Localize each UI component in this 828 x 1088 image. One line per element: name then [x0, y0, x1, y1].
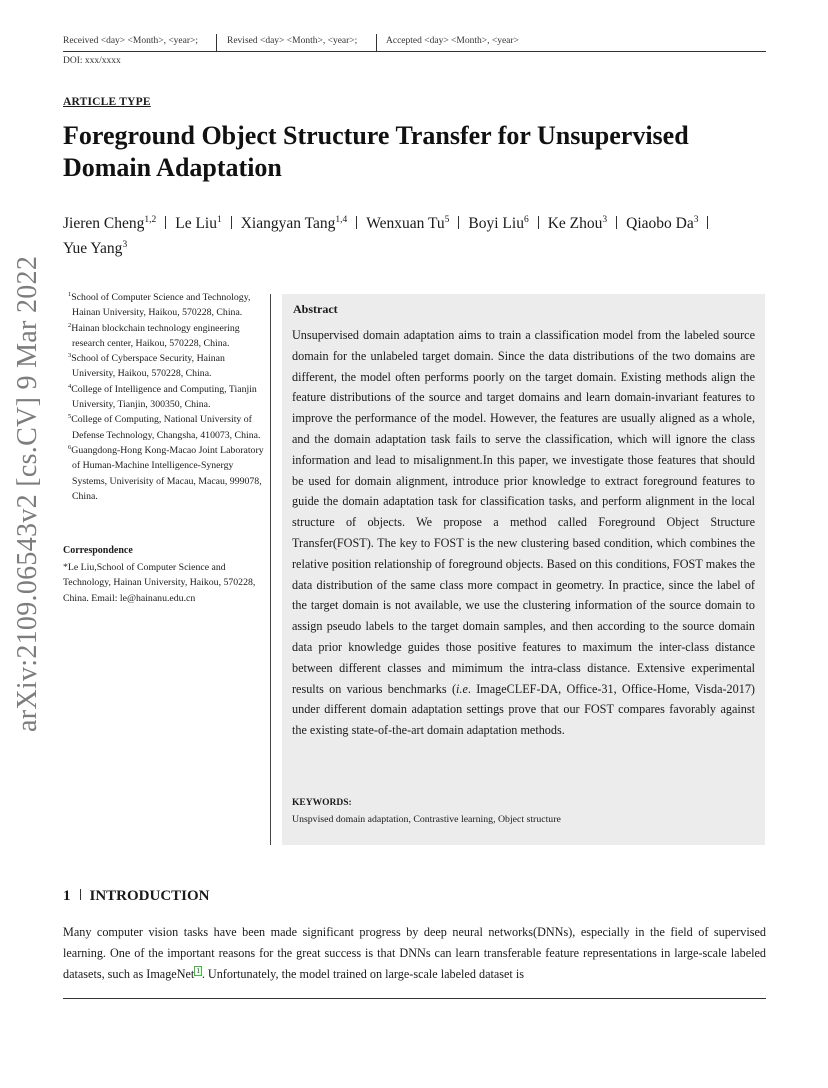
author: Wenxuan Tu$^5$	[366, 215, 450, 232]
received-line	[63, 36, 768, 50]
correspondence-text: *Le Liu,School of Computer Science and Technology, Hainan University, Haikou, 570228, China. Email: le@hainanu.edu.cn	[63, 562, 256, 604]
affiliation: $^5$College of Computing, National University of Defense Technology, Changsha, 410073, China.	[68, 413, 261, 441]
affiliation-list	[63, 290, 268, 504]
footer-rule	[63, 998, 766, 999]
affiliation: $^1$School of Computer Science and Technology, Hainan University, Haikou, 570228, China.	[68, 291, 251, 319]
header-divider	[376, 34, 377, 51]
arxiv-stamp: arXiv:2109.06543v2 [cs.CV] 9 Mar 2022	[12, 255, 43, 732]
author: Jieren Cheng$^{1,2}$	[63, 215, 157, 232]
keywords-text: Unspvised domain adaptation, Contrastive learning, Object structure	[292, 814, 561, 825]
header-divider	[216, 34, 217, 51]
abstract-text: Unsupervised domain adaptation aims to train a classification model from the labeled source domain for the unlabeled target domain. Since the data distributions of the two domains are different, the model often performs poorly on the target domain. Existing methods align the feature distributions of the source and target domains and learn domain-invariant features to improve the performance of the model. However, the features are usually aligned as a whole, and the domain adaptation task fails to serve the classification, which will ignore the class information and lead to misalignment.In this paper, we investigate those features that should be used for domain alignment, introduce prior knowledge to extract foreground features to guide the domain adaptation task for classification tasks, and perform alignment in the local structure of objects. We propose a method called Foreground Object Structure Transfer(FOST). The key to FOST is the new clustering based condition, which combines the relative position relationship of foreground objects. Based on this conditions, FOST makes the data distribution of the same class more compact in geometry. In practice, since the label of the target domain is not available, we use the clustering information of the source domain to assign pseudo labels to the target domain samples, and then according to the source domain data prior knowledge guides those positive features to maximum the inter-class distance between different classes and mimimum the intra-class distance. Extensive experimental results on various benchmarks (i.e. ImageCLEF-DA, Office-31, Office-Home, Visda-2017) under different domain adaptation settings prove that our FOST compares favorably against the existing state-of-the-art domain adaptation methods.	[292, 328, 755, 738]
header-rule	[63, 51, 766, 52]
abstract-heading: Abstract	[293, 302, 338, 316]
column-divider	[270, 294, 271, 845]
author: Yue Yang$^3$	[63, 240, 128, 257]
intro-paragraph: Many computer vision tasks have been made significant progress by deep neural networks(DNNs), especially in the field of supervised learning. One of the important reasons for the great success is that DNNs can learn transferable feature representations in large-scale labeled datasets, such as ImageNet 1 . Unfortunately, the model trained on large-scale labeled dataset is	[63, 925, 766, 981]
article-type: ARTICLE TYPE	[63, 96, 151, 108]
doi: DOI: xxx/xxxx	[63, 56, 121, 66]
author-list	[63, 211, 763, 261]
section-heading: 1 INTRODUCTION	[63, 888, 210, 904]
affiliation: $^2$Hainan blockchain technology engineering research center, Haikou, 570228, China.	[68, 321, 240, 349]
affiliation: $^6$Guangdong-Hong Kong-Macao Joint Laboratory of Human-Machine Intelligence-Synergy Systems, Univerisity of Macau, Macau, 999078, China.	[68, 443, 264, 502]
author: Le Liu$^1$	[175, 215, 222, 232]
paper-title: Foreground Object Structure Transfer for Unsupervised Domain Adaptation	[63, 121, 689, 182]
received-date: Received <day> <Month>, <year>;	[63, 36, 199, 46]
correspondence-heading: Correspondence	[63, 545, 133, 556]
keywords-heading: KEYWORDS:	[292, 798, 352, 808]
revised-date: Revised <day> <Month>, <year>;	[227, 36, 358, 46]
author: Qiaobo Da$^3$	[626, 215, 699, 232]
author: Ke Zhou$^3$	[547, 215, 608, 232]
accepted-date: Accepted <day> <Month>, <year>	[386, 36, 519, 46]
author: Boyi Liu$^6$	[468, 215, 529, 232]
author: Xiangyan Tang$^{1,4}$	[240, 215, 348, 232]
affiliation: $^3$School of Cyberspace Security, Hainan University, Haikou, 570228, China.	[68, 352, 225, 380]
affiliation: $^4$College of Intelligence and Computing, Tianjin University, Tianjin, 300350, China.	[68, 382, 257, 411]
citation-link[interactable]: 1	[196, 967, 200, 975]
